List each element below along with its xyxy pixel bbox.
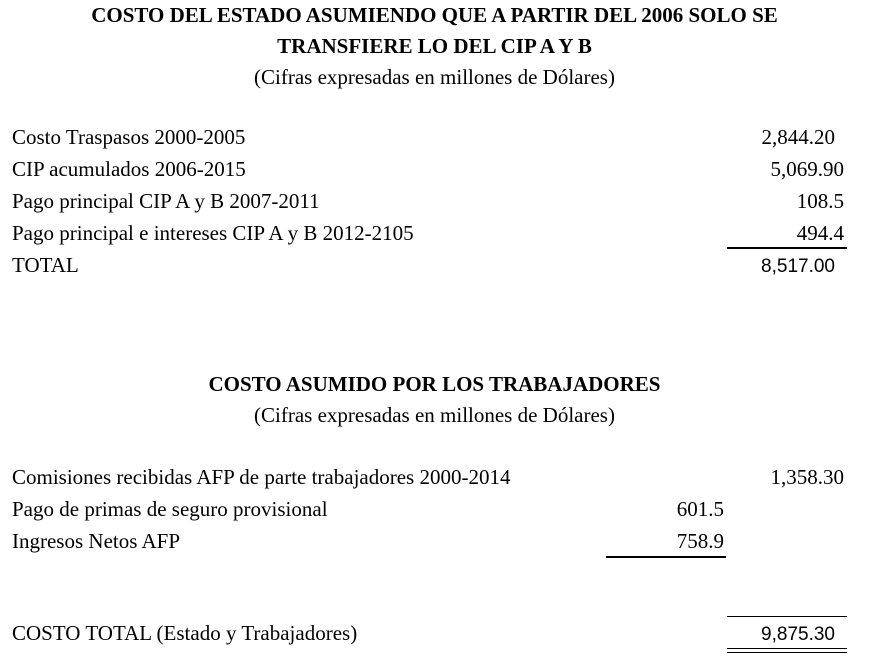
section1-subtotal-rule [727,247,847,249]
row-comisiones-value: 1,358.30 [770,465,844,489]
section1-total-label: TOTAL [12,253,79,277]
row-costo-traspasos-label: Costo Traspasos 2000-2005 [12,125,246,149]
section1-title-line2: TRANSFIERE LO DEL CIP A Y B [277,34,592,58]
row-cip-acumulados-value: 5,069.90 [770,157,844,181]
section2-title: COSTO ASUMIDO POR LOS TRABAJADORES [208,372,661,396]
section1-subtitle: (Cifras expresadas en millones de Dólares) [254,65,615,89]
grand-total-double-rule-2 [727,652,847,653]
row-pago-principal-label: Pago principal CIP A y B 2007-2011 [12,189,320,213]
grand-total-double-rule-1 [727,648,847,649]
row-costo-traspasos-value: 2,844.20 [761,125,835,149]
section1-title-line1: COSTO DEL ESTADO ASUMIENDO QUE A PARTIR DEL 2006 SOLO SE [91,3,778,27]
row-pago-intereses-value: 494.4 [796,221,844,245]
row-cip-acumulados-label: CIP acumulados 2006-2015 [12,157,246,181]
section1-total-value: 8,517.00 [761,256,835,277]
row-ingresos-netos-label: Ingresos Netos AFP [12,529,181,553]
section2-subtotal-rule [606,556,726,558]
row-pago-intereses-label: Pago principal e intereses CIP A y B 2012-2105 [12,221,414,245]
row-primas-seguro-value: 601.5 [676,497,724,521]
grand-total-top-rule [727,616,847,617]
row-primas-seguro-label: Pago de primas de seguro provisional [12,497,328,521]
row-ingresos-netos-value: 758.9 [676,529,724,553]
grand-total-label: COSTO TOTAL (Estado y Trabajadores) [12,621,358,645]
row-pago-principal-value: 108.5 [796,189,844,213]
grand-total-value: 9,875.30 [761,624,835,645]
row-comisiones-label: Comisiones recibidas AFP de parte trabajadores 2000-2014 [12,465,511,489]
section2-subtitle: (Cifras expresadas en millones de Dólares) [254,403,615,427]
